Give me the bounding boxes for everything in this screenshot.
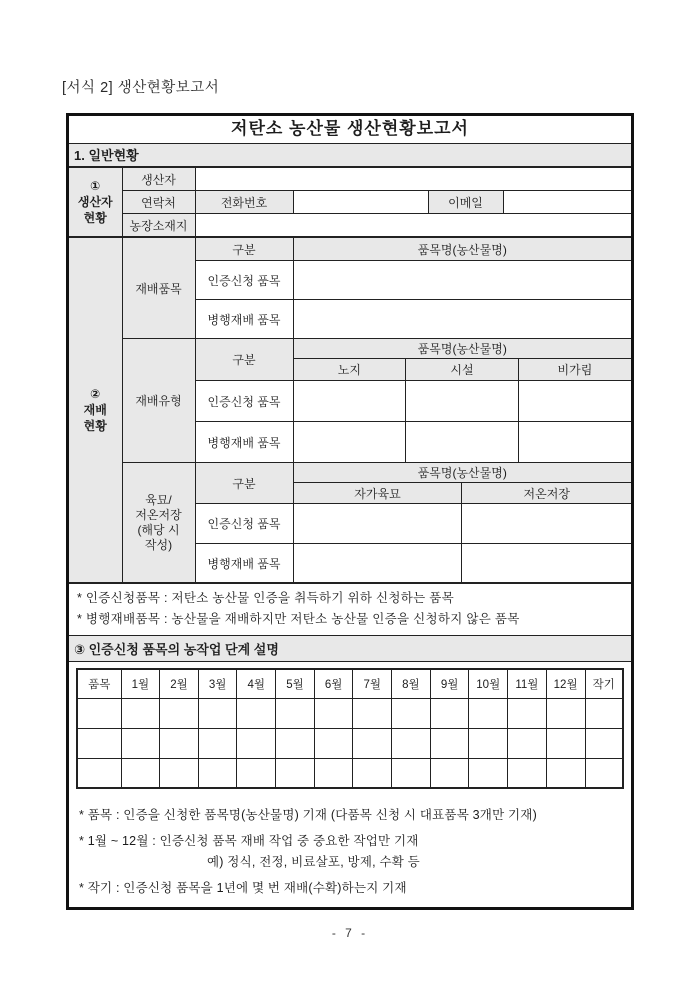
col-season: 작기 xyxy=(585,669,623,698)
col-feb: 2월 xyxy=(160,669,199,698)
producer-group-cell: ① 생산자 현황 xyxy=(69,168,122,237)
work-cell[interactable] xyxy=(546,728,585,758)
section3-heading: ③ 인증신청 품목의 농작업 단계 설명 xyxy=(69,635,631,662)
circled-2: ② xyxy=(90,387,101,401)
cold-storage-header: 저온저장 xyxy=(462,483,631,504)
phone-label: 전화번호 xyxy=(195,191,293,214)
facility-header: 시설 xyxy=(406,359,519,381)
col-sep: 9월 xyxy=(430,669,469,698)
work-stage-table xyxy=(76,668,624,789)
work-cell[interactable] xyxy=(276,698,315,728)
cultivation-group-cell: ② 재배 현황 xyxy=(69,238,122,583)
note-months-desc: * 1월 ~ 12월 : 인증신청 품목 재배 작업 중 중요한 작업만 기재 xyxy=(79,834,419,848)
farm-location-label: 농장소재지 xyxy=(122,214,195,237)
seedling-name-header: 품목명(농산물명) xyxy=(293,463,631,483)
work-cell[interactable] xyxy=(430,698,469,728)
crop-type-label: 재배유형 xyxy=(122,339,195,463)
seedling-parallel-label: 병행재배 품목 xyxy=(195,544,293,583)
note-item-desc: * 품목 : 인증을 신청한 품목명(농산물명) 기재 (다품목 신청 시 대표품목 3개만 기재) xyxy=(79,808,537,822)
crop-type-cert-rain-shelter-cell[interactable] xyxy=(518,381,631,422)
col-apr: 4월 xyxy=(237,669,276,698)
work-stage-row xyxy=(77,728,623,758)
producer-info-table xyxy=(69,167,631,237)
col-nov: 11월 xyxy=(508,669,547,698)
farm-location-value-cell[interactable] xyxy=(195,214,631,237)
work-stage-row xyxy=(77,698,623,728)
email-value-cell[interactable] xyxy=(503,191,631,214)
work-cell[interactable] xyxy=(392,698,431,728)
work-cell[interactable] xyxy=(392,728,431,758)
work-stage-block xyxy=(69,662,631,796)
col-mar: 3월 xyxy=(198,669,237,698)
work-cell[interactable] xyxy=(121,698,160,728)
col-dec: 12월 xyxy=(546,669,585,698)
work-cell[interactable] xyxy=(508,758,547,788)
work-cell[interactable] xyxy=(585,758,623,788)
email-label: 이메일 xyxy=(428,191,503,214)
col-jan: 1월 xyxy=(121,669,160,698)
note-months-example: 예) 정식, 전정, 비료살포, 방제, 수확 등 xyxy=(207,855,420,869)
work-cell[interactable] xyxy=(198,758,237,788)
seedling-category-header: 구분 xyxy=(195,463,293,504)
work-cell[interactable] xyxy=(392,758,431,788)
work-cell[interactable] xyxy=(469,728,508,758)
crop-items-cert-value-cell[interactable] xyxy=(293,261,631,300)
work-cell[interactable] xyxy=(314,698,353,728)
cultivation-notes xyxy=(69,583,631,635)
crop-type-parallel-rain-shelter-cell[interactable] xyxy=(518,422,631,463)
col-jul: 7월 xyxy=(353,669,392,698)
work-cell[interactable] xyxy=(237,758,276,788)
col-oct: 10월 xyxy=(469,669,508,698)
work-cell[interactable] xyxy=(353,698,392,728)
work-cell[interactable] xyxy=(508,698,547,728)
rain-shelter-header: 비가림 xyxy=(518,359,631,381)
work-cell[interactable] xyxy=(160,728,199,758)
note-parallel-item: * 병행재배품목 : 농산물을 재배하지만 저탄소 농산물 인증을 신청하지 않은 품목 xyxy=(77,612,520,626)
seedling-parallel-self-cell[interactable] xyxy=(293,544,462,583)
work-stage-header-row xyxy=(77,669,623,698)
work-cell[interactable] xyxy=(77,728,121,758)
seedling-group-label: 육묘/ 저온저장 (해당 시 작성) xyxy=(122,463,195,583)
seedling-cert-self-cell[interactable] xyxy=(293,504,462,544)
work-cell[interactable] xyxy=(160,698,199,728)
col-jun: 6월 xyxy=(314,669,353,698)
crop-items-category-header: 구분 xyxy=(195,238,293,261)
work-cell[interactable] xyxy=(314,728,353,758)
self-seedling-header: 자가육묘 xyxy=(293,483,462,504)
open-field-header: 노지 xyxy=(293,359,406,381)
col-aug: 8월 xyxy=(392,669,431,698)
producer-label: 생산자 xyxy=(122,168,195,191)
work-cell[interactable] xyxy=(77,698,121,728)
section1-heading: 1. 일반현황 xyxy=(69,144,631,167)
col-item: 품목 xyxy=(77,669,121,698)
crop-items-parallel-value-cell[interactable] xyxy=(293,300,631,339)
crop-type-parallel-open-field-cell[interactable] xyxy=(293,422,406,463)
note-cert-item: * 인증신청품목 : 저탄소 농산물 인증을 취득하기 위하 신청하는 품목 xyxy=(77,591,455,605)
seedling-parallel-storage-cell[interactable] xyxy=(462,544,631,583)
crop-type-cert-facility-cell[interactable] xyxy=(406,381,519,422)
crop-type-name-header: 품목명(농산물명) xyxy=(293,339,631,359)
seedling-cert-storage-cell[interactable] xyxy=(462,504,631,544)
crop-items-parallel-label: 병행재배 품목 xyxy=(195,300,293,339)
crop-type-parallel-facility-cell[interactable] xyxy=(406,422,519,463)
crop-type-cert-label: 인증신청 품목 xyxy=(195,381,293,422)
work-cell[interactable] xyxy=(353,728,392,758)
work-cell[interactable] xyxy=(160,758,199,788)
crop-items-cert-label: 인증신청 품목 xyxy=(195,261,293,300)
work-cell[interactable] xyxy=(508,728,547,758)
form-title: 저탄소 농산물 생산현황보고서 xyxy=(69,116,631,144)
col-may: 5월 xyxy=(276,669,315,698)
crop-items-label: 재배품목 xyxy=(122,238,195,339)
doc-form-label: [서식 2] 생산현황보고서 xyxy=(62,80,220,96)
crop-type-cert-open-field-cell[interactable] xyxy=(293,381,406,422)
work-cell[interactable] xyxy=(546,698,585,728)
work-cell[interactable] xyxy=(198,698,237,728)
work-cell[interactable] xyxy=(469,758,508,788)
work-cell[interactable] xyxy=(237,698,276,728)
note-season-desc: * 작기 : 인증신청 품목을 1년에 몇 번 재배(수확)하는지 기재 xyxy=(79,881,407,895)
crop-type-parallel-label: 병행재배 품목 xyxy=(195,422,293,463)
work-cell[interactable] xyxy=(237,728,276,758)
work-cell[interactable] xyxy=(77,758,121,788)
report-form xyxy=(66,113,634,910)
work-cell[interactable] xyxy=(314,758,353,788)
work-cell[interactable] xyxy=(585,698,623,728)
work-cell[interactable] xyxy=(353,758,392,788)
work-cell[interactable] xyxy=(121,728,160,758)
work-cell[interactable] xyxy=(469,698,508,728)
crop-type-category-header: 구분 xyxy=(195,339,293,381)
work-cell[interactable] xyxy=(121,758,160,788)
phone-value-cell[interactable] xyxy=(293,191,428,214)
work-cell[interactable] xyxy=(546,758,585,788)
work-stage-notes xyxy=(69,796,631,907)
circled-1: ① xyxy=(90,179,101,193)
work-cell[interactable] xyxy=(276,758,315,788)
seedling-cert-label: 인증신청 품목 xyxy=(195,504,293,544)
work-cell[interactable] xyxy=(585,728,623,758)
cultivation-table xyxy=(69,237,631,583)
contact-label: 연락처 xyxy=(122,191,195,214)
work-cell[interactable] xyxy=(198,728,237,758)
page-number: - 7 - xyxy=(331,926,369,940)
work-stage-row xyxy=(77,758,623,788)
crop-items-name-header: 품목명(농산물명) xyxy=(293,238,631,261)
work-cell[interactable] xyxy=(430,758,469,788)
work-cell[interactable] xyxy=(430,728,469,758)
work-cell[interactable] xyxy=(276,728,315,758)
producer-value-cell[interactable] xyxy=(195,168,631,191)
